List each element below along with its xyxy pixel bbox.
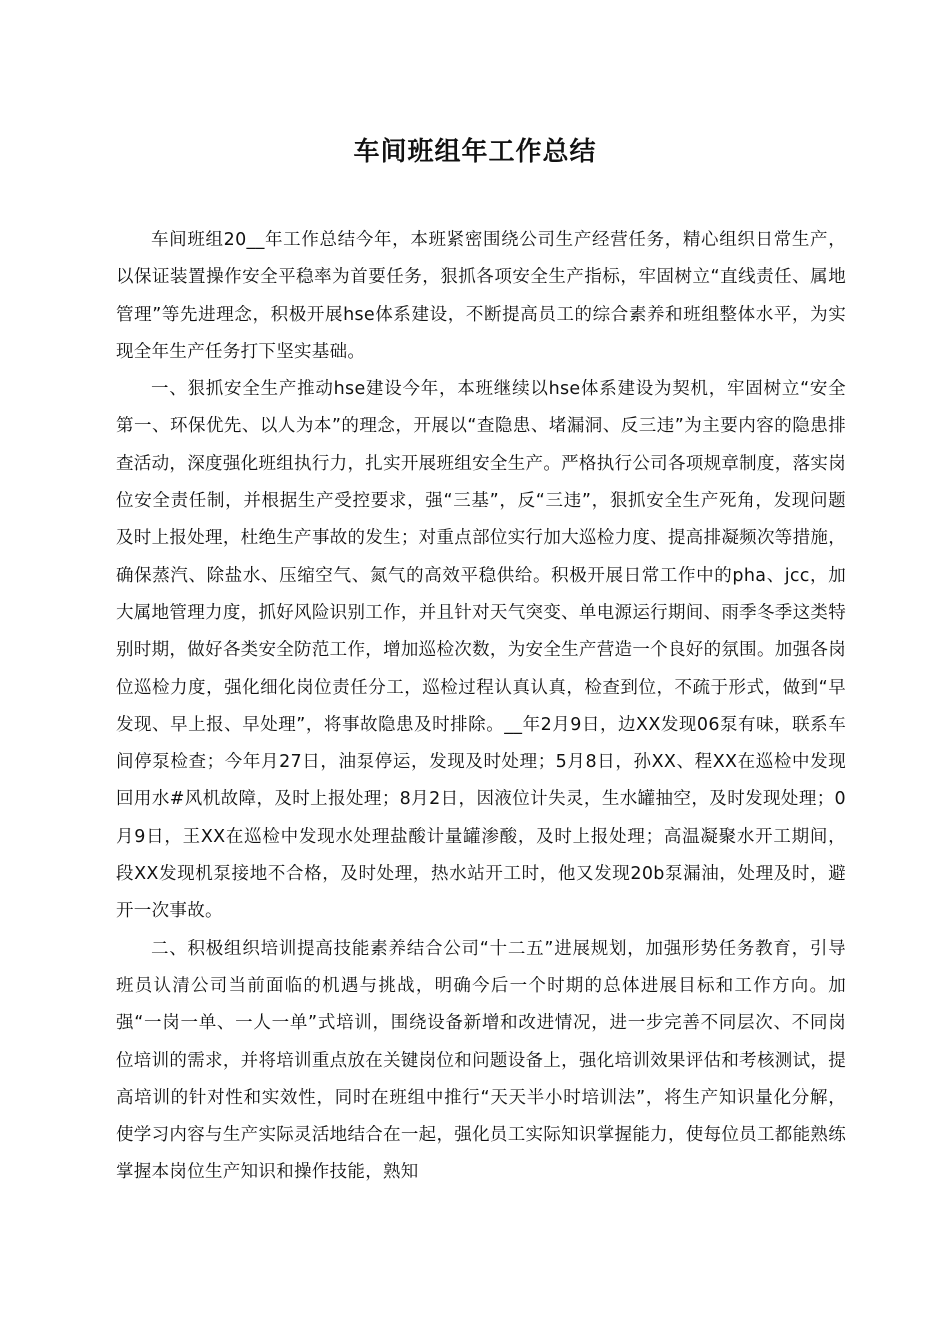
- paragraph-intro: 车间班组20__年工作总结今年，本班紧密围绕公司生产经营任务，精心组织日常生产，以保证装置操作安全平稳率为首要任务，狠抓各项安全生产指标，牢固树立“直线责任、属地管理”等先进理念，积极开展hse体系建设，不断提高员工的综合素养和班组整体水平，为实现全年生产任务打下坚实基础。: [116, 230, 846, 362]
- paragraph-training: 二、积极组织培训提高技能素养结合公司“十二五”进展规划，加强形势任务教育，引导班员认清公司当前面临的机遇与挑战，明确今后一个时期的总体进展目标和工作方向。加强“一岗一单、一人一单”式培训，围绕设备新增和改进情况，进一步完善不同层次、不同岗位培训的需求，并将培训重点放在关键岗位和问题设备上，强化培训效果评估和考核测试，提高培训的针对性和实效性，同时在班组中推行“天天半小时培训法”，将生产知识量化分解，使学习内容与生产实际灵活地结合在一起，强化员工实际知识掌握能力，使每位员工都能熟练掌握本岗位生产知识和操作技能，熟知: [116, 938, 846, 1183]
- document-body: [116, 222, 846, 1192]
- paragraph-safety: 一、狠抓安全生产推动hse建设今年，本班继续以hse体系建设为契机，牢固树立“安全第一、环保优先、以人为本”的理念，开展以“查隐患、堵漏洞、反三违”为主要内容的隐患排查活动，深度强化班组执行力，扎实开展班组安全生产。严格执行公司各项规章制度，落实岗位安全责任制，并根据生产受控要求，强“三基”，反“三违”，狠抓安全生产死角，发现问题及时上报处理，杜绝生产事故的发生；对重点部位实行加大巡检力度、提高排凝频次等措施，确保蒸汽、除盐水、压缩空气、氮气的高效平稳供给。积极开展日常工作中的pha、jcc，加大属地管理力度，抓好风险识别工作，并且针对天气突变、单电源运行期间、雨季冬季这类特别时期，做好各类安全防范工作，增加巡检次数，为安全生产营造一个良好的氛围。加强各岗位巡检力度，强化细化岗位责任分工，巡检过程认真认真，检查到位，不疏于形式，做到“早发现、早上报、早处理”，将事故隐患及时排除。__年2月9日，边XX发现06泵有味，联系车间停泵检查；今年月27日，油泵停运，发现及时处理；5月8日，孙XX、程XX在巡检中发现回用水#风机故障，及时上报处理；8月2日，因液位计失灵，生水罐抽空，及时发现处理；0月9日，王XX在巡检中发现水处理盐酸计量罐渗酸，及时上报处理；高温凝聚水开工期间，段XX发现机泵接地不合格，及时处理，热水站开工时，他又发现20b泵漏油，处理及时，避开一次事故。: [116, 379, 846, 922]
- document-title: 车间班组年工作总结: [353, 137, 597, 167]
